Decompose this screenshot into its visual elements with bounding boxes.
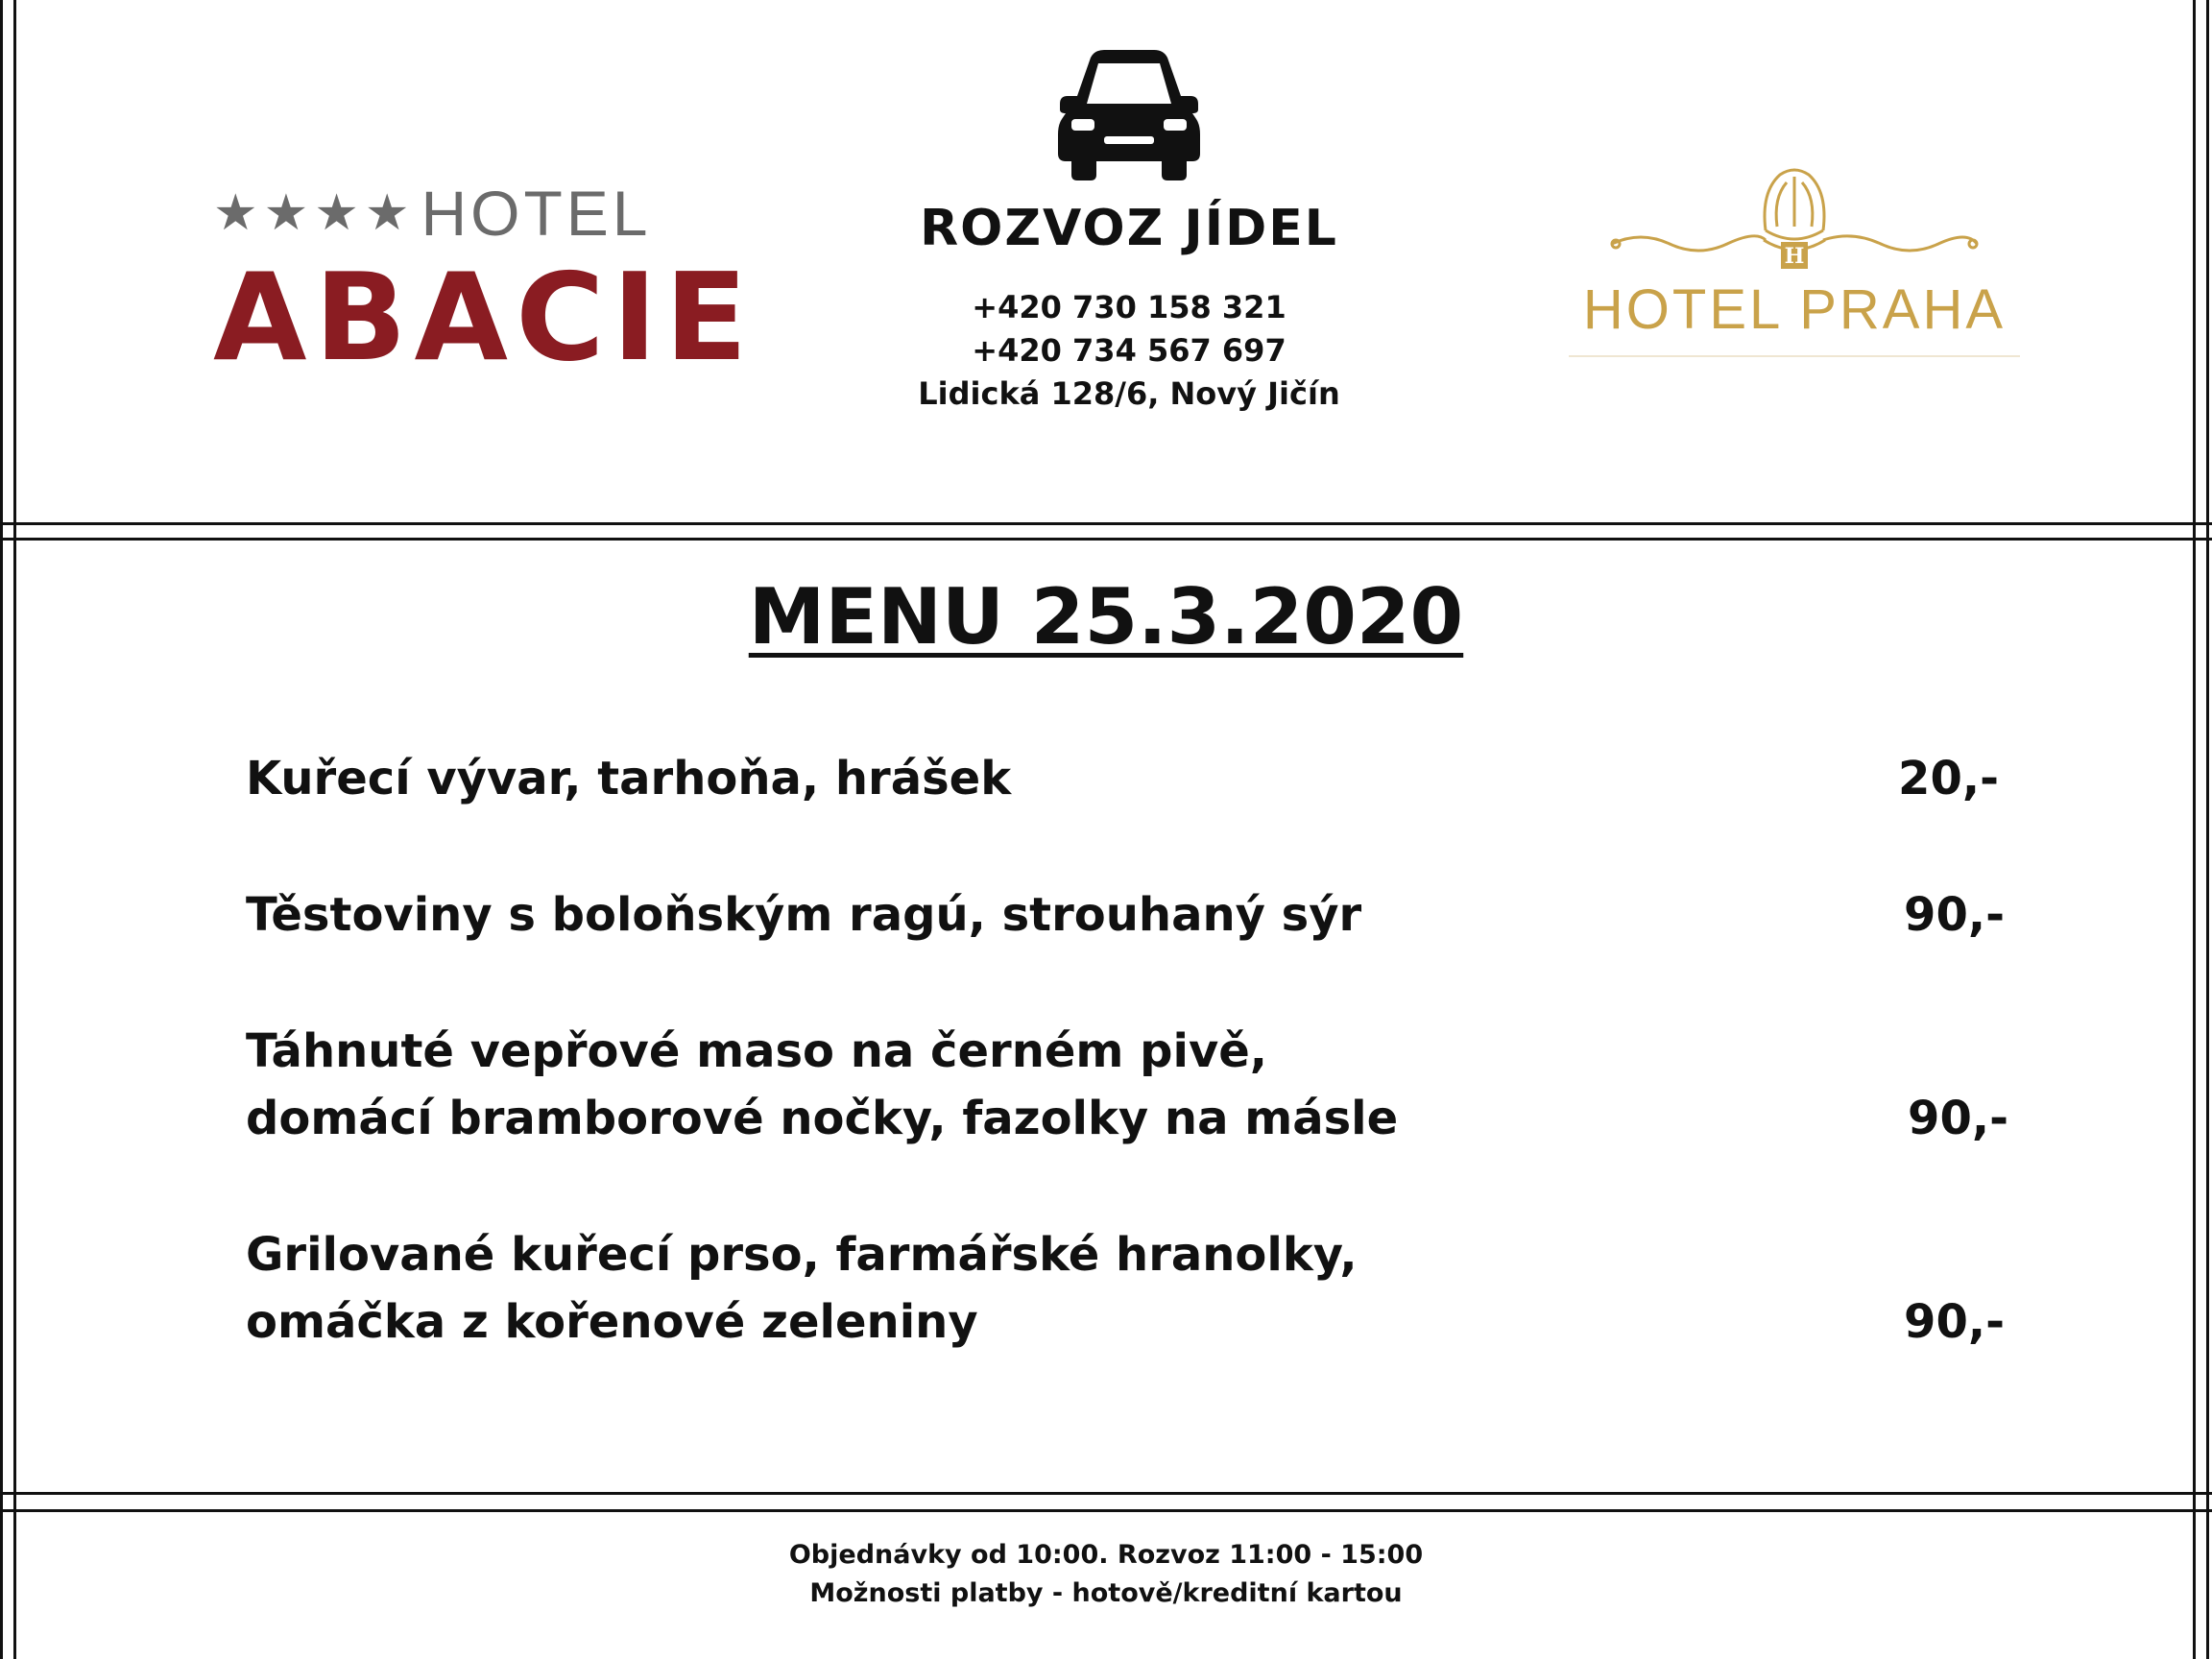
header-divider-bottom [0,538,2212,541]
menu-item-4 [246,1221,2012,1356]
frame-right-outer [2206,0,2209,1659]
frame-left-inner [13,0,16,1659]
stars-rating: ★★★★ [213,184,416,242]
menu-item-name-line-1: Táhnuté vepřové maso na černém pivě, [246,1024,1268,1078]
footer-info [0,1536,2212,1613]
header-divider-top [0,522,2212,525]
menu-item-name: Těstoviny s boloňským ragú, strouhaný sýr [246,888,1362,942]
praha-name: HOTEL PRAHA [1582,278,2007,341]
phone-number-1: +420 730 158 321 [972,289,1286,325]
payment-options: Možnosti platby - hotově/kreditní kartou [809,1578,1403,1608]
menu-item-3 [246,1018,2012,1152]
delivery-info [841,46,1417,416]
menu-item-name-line-2: domácí bramborové nočky, fazolky na másle [246,1092,1399,1145]
footer-divider-top [0,1492,2212,1495]
menu-item-price: 90,- [1908,1092,2008,1145]
phone-number-2: +420 734 567 697 [972,332,1286,369]
menu-item-name: Kuřecí vývar, tarhoňa, hrášek [246,752,1012,805]
menu-item-2 [246,881,2012,949]
menu-item-name-line-1: Grilované kuřecí prso, farmářské hranolky, [246,1228,1358,1282]
menu-item-1 [246,745,2012,812]
crest-icon [1602,163,1986,278]
abacie-hotel-label: HOTEL [421,178,652,249]
hotel-abacie-logo [213,175,756,388]
menu-item-price: 20,- [1898,752,1999,805]
address: Lidická 128/6, Nový Jičín [918,375,1340,412]
abacie-name: ABACIE [213,247,756,388]
menu-item-name-line-2: omáčka z kořenové zeleniny [246,1295,978,1349]
svg-text:H: H [1784,244,1805,269]
order-hours: Objednávky od 10:00. Rozvoz 11:00 - 15:00 [788,1540,1424,1570]
frame-right-inner [2193,0,2196,1659]
menu-title-text: MENU 25.3.2020 [748,572,1464,661]
menu-item-price: 90,- [1904,888,2005,942]
footer-divider-bottom [0,1509,2212,1512]
menu-title [0,572,2212,661]
praha-underline [1569,355,2020,357]
delivery-title: ROZVOZ JÍDEL [920,200,1338,257]
frame-left-outer [0,0,3,1659]
menu-item-price: 90,- [1904,1295,2005,1349]
car-icon [1052,46,1206,180]
hotel-praha-logo [1569,163,2020,374]
